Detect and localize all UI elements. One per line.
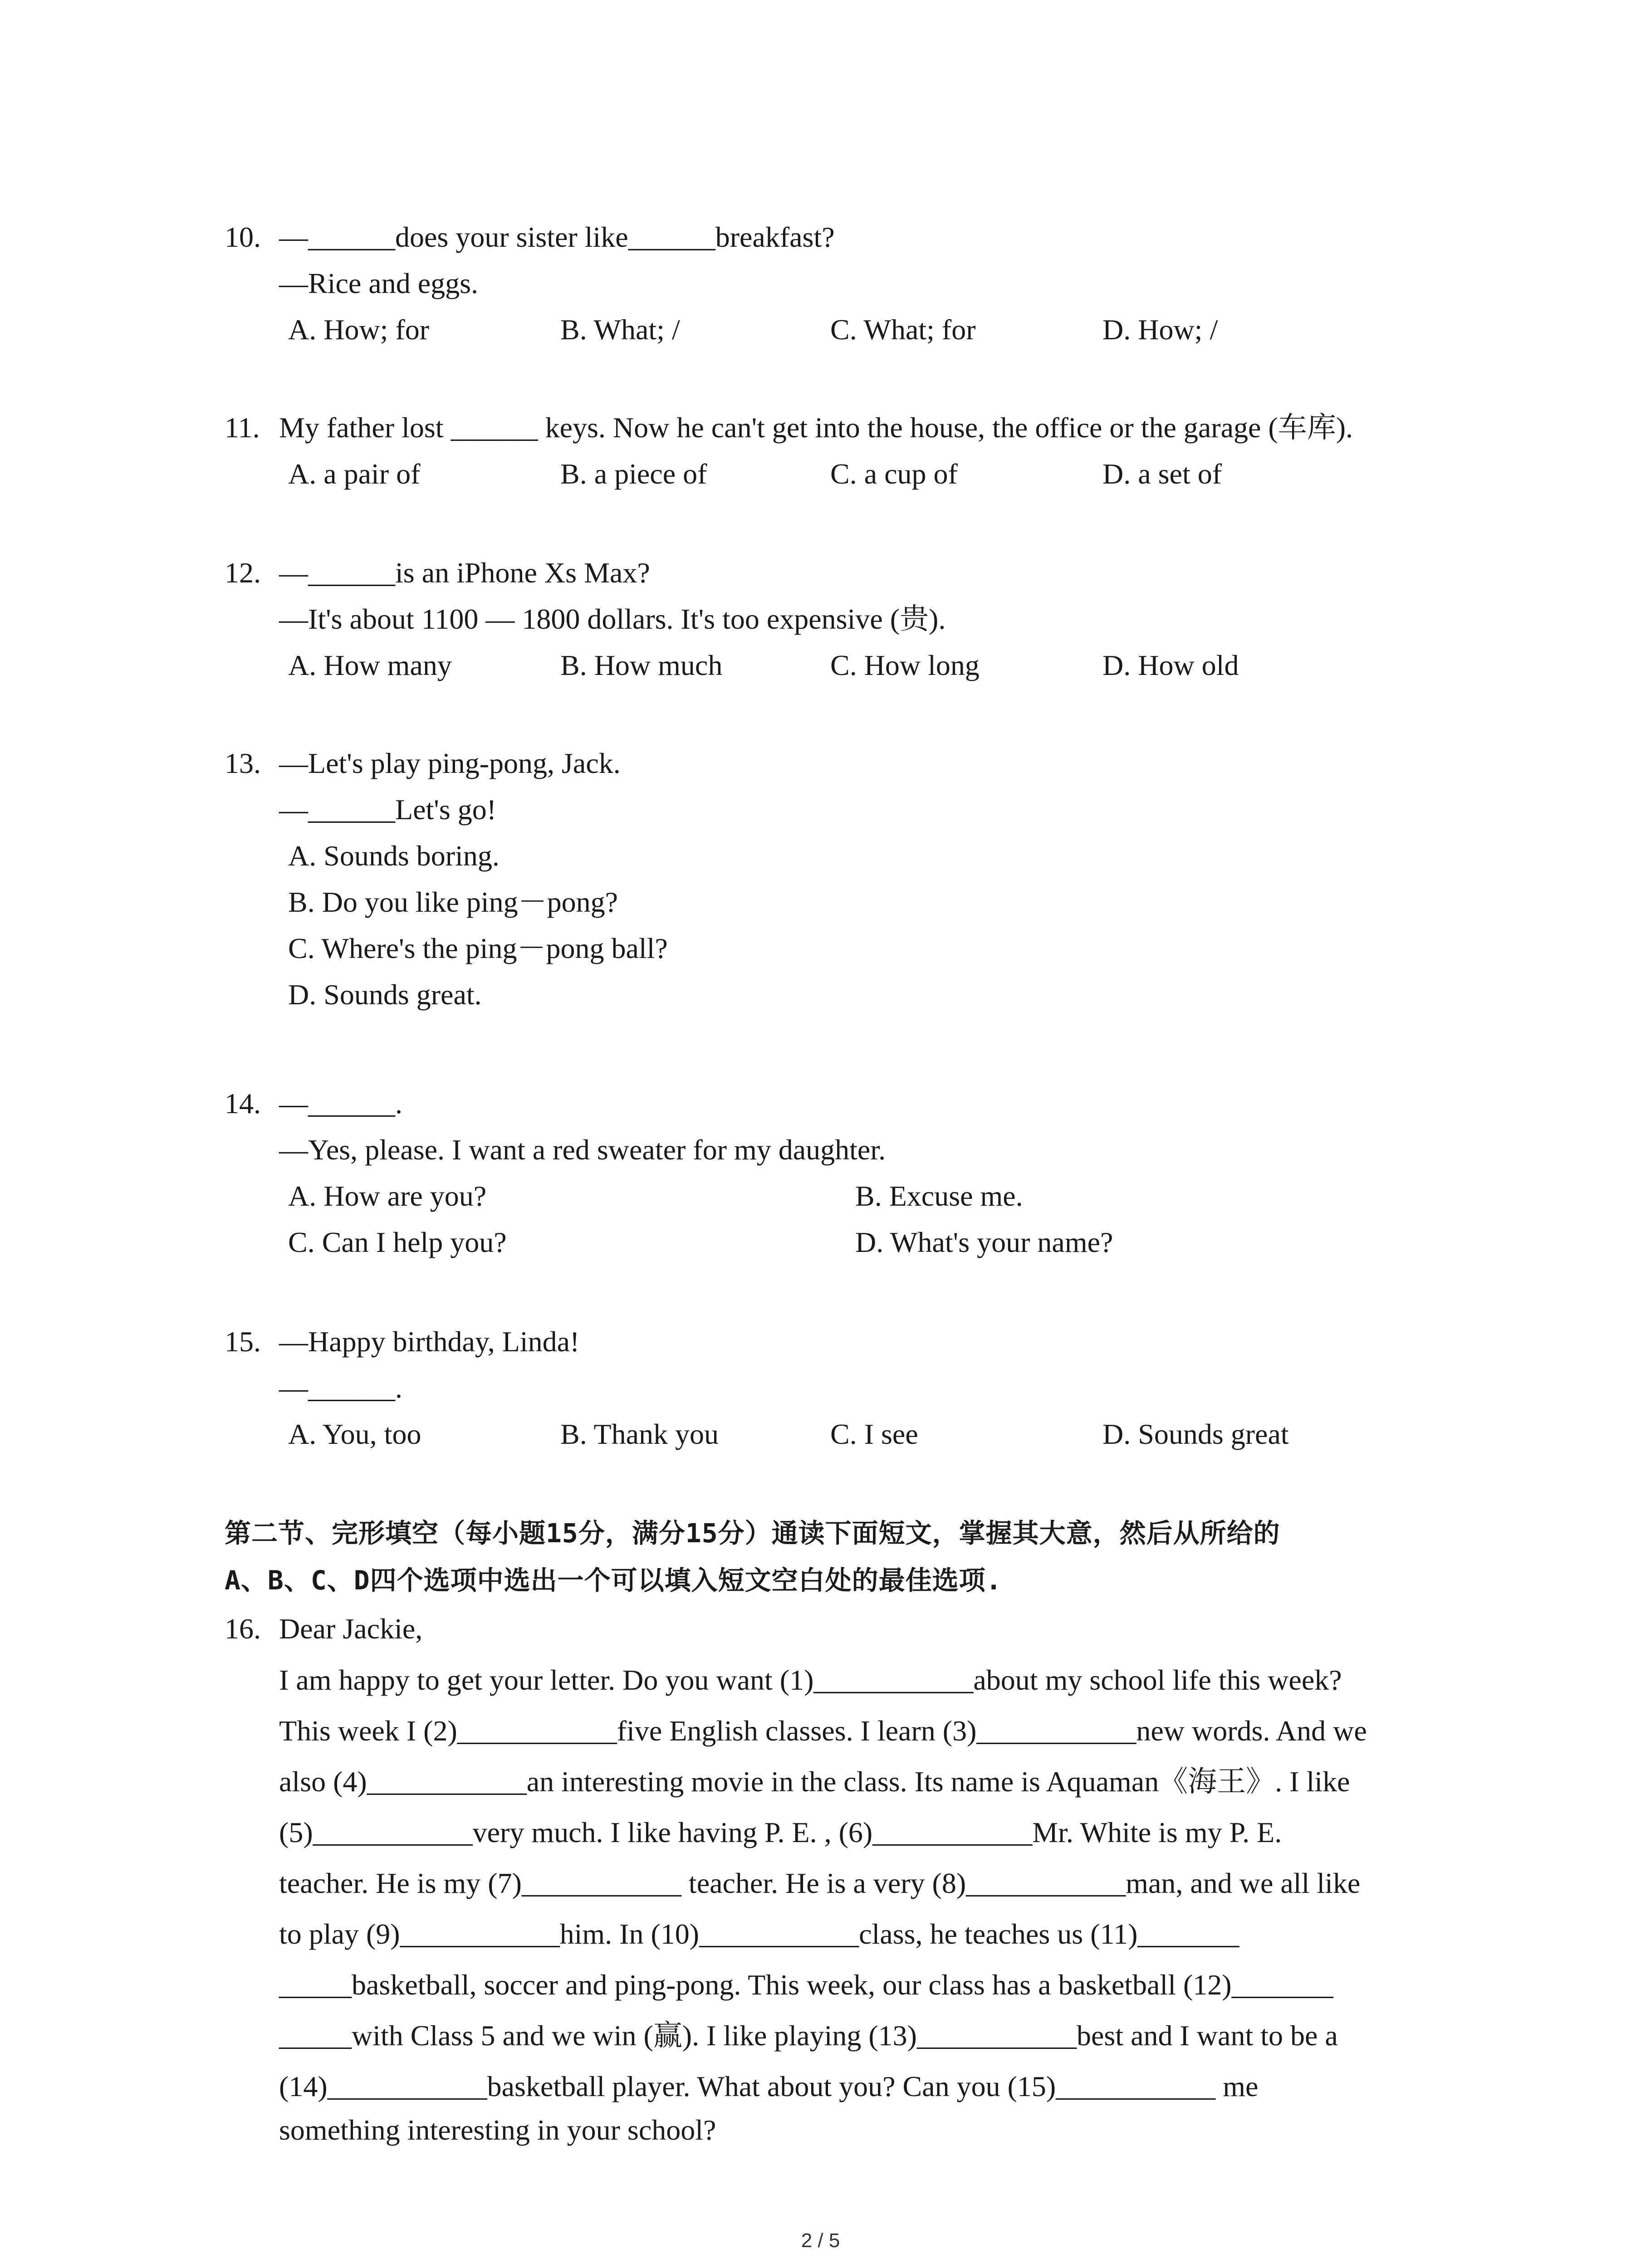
section-heading-line-1: 第二节、完形填空（每小题15分，满分15分）通读下面短文，掌握其大意，然后从所给的 (225, 1518, 1280, 1549)
option-c: C. I see (830, 1418, 918, 1450)
question-stem: —______. (279, 1087, 402, 1119)
page-number: 2 / 5 (801, 2229, 840, 2252)
option-a: A. Sounds boring. (288, 840, 500, 872)
passage-line: also (4)___________an interesting movie in the class. Its name is Aquaman《海王》. I like (279, 1765, 1350, 1798)
option-c: C. Can I help you? (288, 1226, 507, 1258)
option-a: A. How; for (288, 313, 430, 346)
option-d: D. a set of (1102, 458, 1222, 490)
passage-line: This week I (2)___________five English classes. I learn (3)___________new words. And we (279, 1715, 1367, 1747)
question-reply: —______Let's go! (279, 793, 497, 826)
passage-line: _____with Class 5 and we win (赢). I like playing (13)___________best and I want to be a (279, 2019, 1338, 2052)
question-stem: —Let's play ping-pong, Jack. (279, 747, 621, 779)
question-reply: —It's about 1100 — 1800 dollars. It's too expensive (贵). (279, 603, 946, 635)
passage-line: (5)___________very much. I like having P. E. , (6)___________Mr. White is my P. E. (279, 1816, 1282, 1848)
question-reply: —Yes, please. I want a red sweater for my daughter. (279, 1134, 886, 1166)
question-14 (225, 1080, 1495, 1266)
question-number: 12. (225, 557, 261, 589)
section-heading-line-2: A、B、C、D四个选项中选出一个可以填入短文空白处的最佳选项. (225, 1565, 1002, 1596)
question-stem: —Happy birthday, Linda! (279, 1325, 580, 1358)
letter-greeting: Dear Jackie, (279, 1613, 423, 1645)
question-number: 15. (225, 1325, 261, 1358)
passage-line: teacher. He is my (7)___________ teacher. He is a very (8)___________man, and we all like (279, 1867, 1361, 1899)
option-d: D. How; / (1102, 313, 1218, 346)
passage-line: _____basketball, soccer and ping-pong. This week, our class has a basketball (12)_______ (279, 1969, 1333, 2001)
option-a: A. a pair of (288, 458, 421, 490)
option-a: A. You, too (288, 1418, 421, 1450)
question-number: 10. (225, 221, 261, 253)
question-15 (225, 1319, 1495, 1457)
passage-line: to play (9)___________him. In (10)___________class, he teaches us (11)_______ (279, 1918, 1239, 1950)
option-c: C. a cup of (830, 458, 958, 490)
option-c: C. What; for (830, 313, 976, 346)
option-a: A. How many (288, 649, 452, 681)
option-b: B. What; / (560, 313, 680, 346)
question-number: 16. (225, 1613, 261, 1645)
question-number: 14. (225, 1087, 261, 1119)
option-d: D. Sounds great. (288, 978, 482, 1011)
option-d: D. Sounds great (1102, 1418, 1289, 1450)
question-13 (225, 740, 1495, 1018)
passage-line: (14)___________basketball player. What about you? Can you (15)___________ me (279, 2070, 1259, 2102)
option-b: B. Excuse me. (855, 1180, 1023, 1212)
option-b: B. Do you like ping－pong? (288, 886, 618, 918)
question-12 (225, 550, 1495, 689)
passage-line: I am happy to get your letter. Do you want (1)___________about my school life this week? (279, 1664, 1342, 1696)
option-c: C. Where's the ping－pong ball? (288, 932, 668, 964)
passage-line: something interesting in your school? (279, 2114, 716, 2146)
question-stem: —______does your sister like______breakfast? (279, 221, 835, 253)
question-10 (225, 214, 1495, 353)
question-reply: —______. (279, 1372, 402, 1404)
question-number: 13. (225, 747, 261, 779)
question-number: 11. (225, 411, 260, 444)
question-11 (225, 405, 1495, 497)
question-stem: —______is an iPhone Xs Max? (279, 557, 650, 589)
option-b: B. Thank you (560, 1418, 719, 1450)
option-d: D. What's your name? (855, 1226, 1113, 1258)
option-c: C. How long (830, 649, 980, 681)
option-a: A. How are you? (288, 1180, 487, 1212)
option-b: B. How much (560, 649, 723, 681)
question-reply: —Rice and eggs. (279, 267, 478, 299)
option-b: B. a piece of (560, 458, 707, 490)
cloze-passage (225, 1606, 1495, 2159)
section-heading (225, 1510, 1450, 1604)
option-d: D. How old (1102, 649, 1239, 681)
question-stem: My father lost ______ keys. Now he can't get into the house, the office or the garage (车库). (279, 411, 1353, 444)
